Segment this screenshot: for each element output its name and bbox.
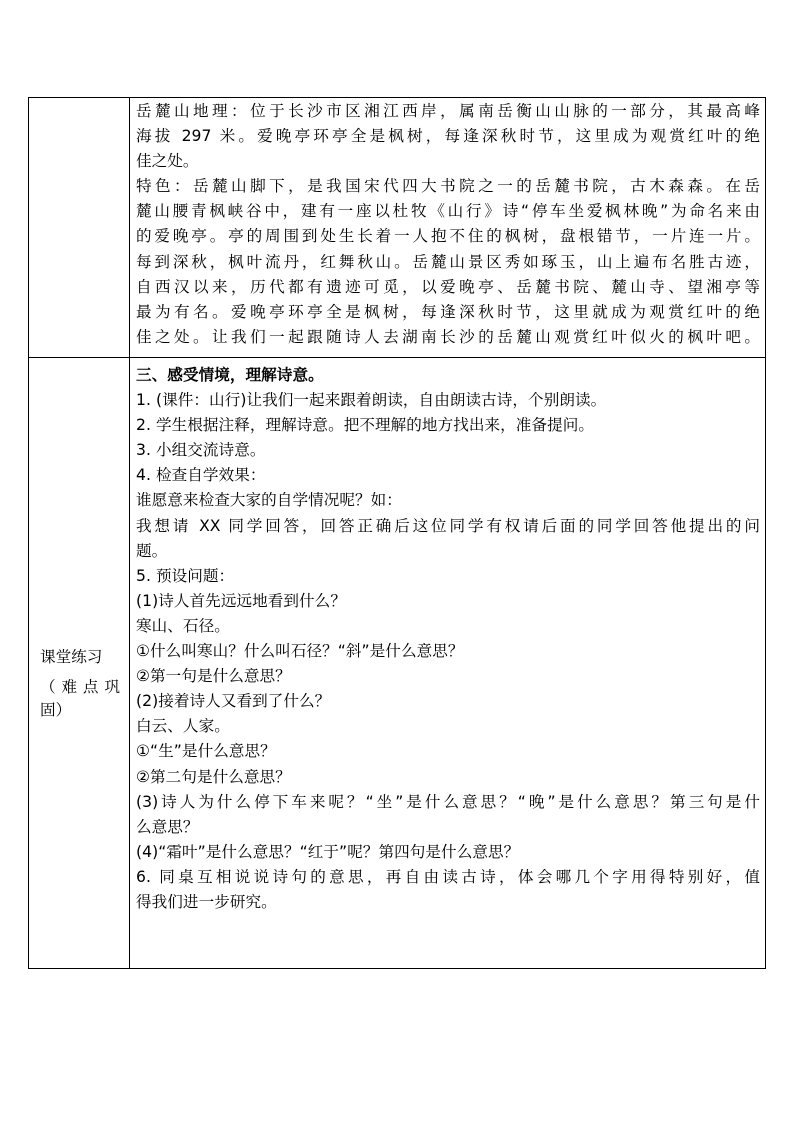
text-line: 1. (课件：山行)让我们一起来跟着朗读，自由朗读古诗，个别朗读。 <box>136 391 607 410</box>
text-line: ②第二句是什么意思？ <box>136 767 291 786</box>
text-line: (2)接着诗人又看到了什么？ <box>136 692 331 711</box>
text-line: 的爱晚亭。亭的周围到处生长着一人抱不住的枫树，盘根错节，一片连一片。 <box>136 227 760 246</box>
text-line: ①什么叫寒山？什么叫石径？“斜”是什么意思？ <box>136 642 464 661</box>
text-line: ②第一句是什么意思？ <box>136 667 291 686</box>
text-line: 6. 同桌互相说说诗句的意思，再自由读古诗，体会哪几个字用得特别好，值 <box>136 867 760 886</box>
text-line: 佳之处。 <box>136 152 199 171</box>
text-line: 寒山、石径。 <box>136 616 230 635</box>
text-line: 自西汉以来，历代都有遗迹可觅，以爱晚亭、岳麓书院、麓山寺、望湘亭等 <box>136 277 760 296</box>
text-line: 岳麓山地理：位于长沙市区湘江西岸，属南岳衡山山脉的一部分，其最高峰 <box>136 102 760 120</box>
text-line: 每到深秋，枫叶流丹，红舞秋山。岳麓山景区秀如琢玉，山上遍布名胜古迹， <box>136 252 760 271</box>
text-line: 谁愿意来检查大家的自学情况呢？如： <box>136 491 402 510</box>
text-line: 最为有名。爱晚亭环亭全是枫树，每逢深秋时节，这里就成为观赏红叶的绝 <box>136 302 760 321</box>
practice-cell <box>136 363 760 915</box>
text-line: 题。 <box>136 541 168 560</box>
text-line: (1)诗人首先远远地看到什么？ <box>136 591 346 610</box>
lesson-table <box>28 97 766 969</box>
text-line: 佳之处。让我们一起跟随诗人去湖南长沙的岳麓山观赏红叶似火的枫叶吧。 <box>136 327 760 346</box>
text-line: 3. 小组交流诗意。 <box>136 441 266 460</box>
text-line: (3)诗人为什么停下车来呢？“坐”是什么意思？“晚”是什么意思？第三句是什 <box>136 792 760 811</box>
row-divider <box>29 357 765 358</box>
section-heading: 三、感受情境，理解诗意。 <box>136 366 324 384</box>
text-line: 得我们进一步研究。 <box>136 892 277 911</box>
text-line: 4. 检查自学效果： <box>136 466 266 485</box>
text-line: 5. 预设问题： <box>136 566 235 585</box>
text-line: 麓山腰青枫峡谷中，建有一座以杜牧《山行》诗“停车坐爱枫林晚”为命名来由 <box>136 202 760 221</box>
text-line: 我想请 XX 同学回答，回答正确后这位同学有权请后面的同学回答他提出的问 <box>136 516 760 535</box>
background-info-cell <box>136 99 760 350</box>
text-line: 白云、人家。 <box>136 717 230 736</box>
text-line: 么意思？ <box>136 817 199 836</box>
column-divider <box>129 98 130 968</box>
row-label-line: 固） <box>40 701 72 719</box>
row-label-line: 课堂练习 <box>40 648 103 666</box>
text-line: 海拔 297 米。爱晚亭环亭全是枫树，每逢深秋时节，这里成为观赏红叶的绝 <box>136 127 760 146</box>
text-line: 2. 学生根据注释，理解诗意。把不理解的地方找出来，准备提问。 <box>136 416 595 435</box>
text-line: 特色：岳麓山脚下，是我国宋代四大书院之一的岳麓书院，古木森森。在岳 <box>136 177 760 196</box>
row-label-line: （难点巩 <box>40 678 120 696</box>
text-line: ①“生”是什么意思？ <box>136 742 276 761</box>
text-line: (4)“霜叶”是什么意思？“红于”呢？第四句是什么意思？ <box>136 842 520 861</box>
